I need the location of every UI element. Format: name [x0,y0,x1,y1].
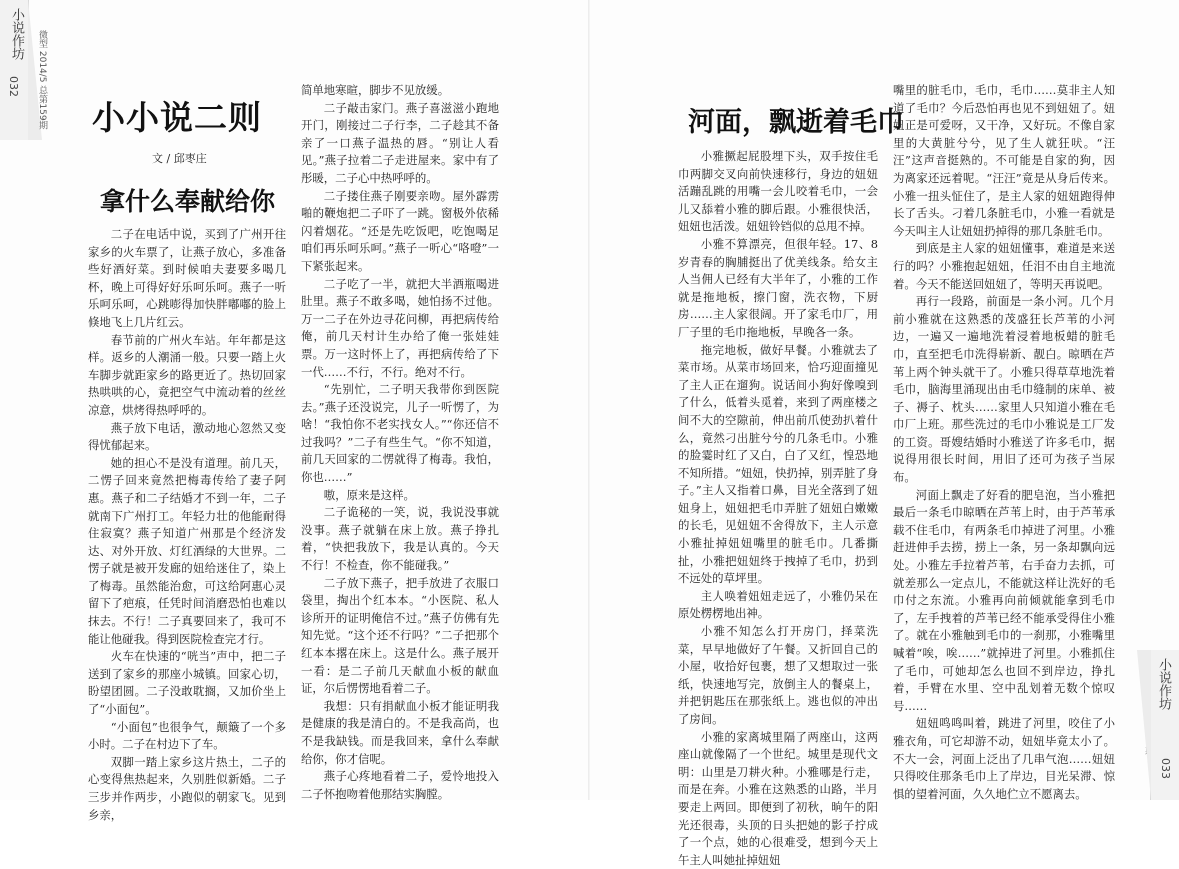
paragraph: 河面上飘走了好看的肥皂泡，当小雅把最后一条毛巾晾晒在芦苇上时，由于芦苇承载不住毛巾，有两条毛巾掉进了河里。小雅赶进伸手去捞，捞上一条，另一条却飘向远处。小雅左手拉着芦苇，右手奋力去抓，可就差那么一定点儿，不能就这样让洗好的毛巾付之东流。小雅再向前倾就能拿到毛巾了，左手拽着的芦苇已经不能承受得住小雅了。就在小雅触到毛巾的一刹那，小雅嘴里喊着“唉，唉……”就掉进了河里。小雅抓住了毛巾，可她却怎么也回不到岸边，挣扎着，手臂在水里、空中乱划着无数个惊叹号…… [893,487,1115,713]
story-subtitle: 拿什么奉献给你 [100,187,276,216]
paragraph: 双脚一踏上家乡这片热土，二子的心变得焦热起来，久别胜似新婚。二子三步并作两步，小跑似的朝家飞。见到乡亲， [88,754,286,822]
left-page [0,0,589,822]
paragraph: 拖完地板，做好早餐。小雅就去了菜市场。从菜市场回来，恰巧迎面撞见了主人正在遛狗。说话间小狗好像嗅到了什么，低着头觅着，来到了两座楼之间不大的空隙前，伸出前爪使劲扒着什么，竟然刁出脏兮兮的几条毛巾。小雅的脸霎时红了又白，白了又红，惶恐地不知所措。“妞妞，快扔掉，别弄脏了身子。”主人又指着口鼻，目光全落到了妞妞身上，妞妞把毛巾弄脏了妞妞白嫩嫩的长毛，见妞妞不舍得放下，主人示意小雅扯掉妞妞嘴里的脏毛巾。几番撕扯，小雅把妞妞终于拽掉了毛巾，扔到不远处的草坪里。 [678,342,878,586]
paragraph: 春节前的广州火车站。年年都是这样。返乡的人潮涌一般。只要一踏上火车脚步就距家乡的路更近了。热切回家热哄哄的心，竟把空气中流动着的丝丝凉意，烘烤得热呼呼的。 [88,332,286,417]
paragraph: 小雅不知怎么打开房门，择菜洗菜，早早地做好了午餐。又折回自己的小屋，收拾好包裹，想了又想取过一张纸，快速地写完，放倒主人的餐桌上，并把钥匙压在那张纸上。逃也似的冲出了房间。 [678,624,878,726]
paragraph: 再行一段路，前面是一条小河。几个月前小雅就在这熟悉的茂盛狂长芦苇的小河边，一遍又一遍地洗着浸着地板蜡的脏毛巾，直至把毛巾洗得崭新、靓白。晾晒在芦苇上两个钟头就干了。小雅只得草草地洗着毛巾，脑海里涌现出由毛巾缝制的床单、被子、褥子、枕头……家里人只知道小雅在毛巾厂上班。那些洗过的毛巾小雅说是工厂发的工资。哥嫂结婚时小雅送了许多毛巾，据说得用很长时间，用旧了还可为孩子当尿布。 [893,294,1115,485]
paragraph: 二子诡秘的一笑，说，我说没事就没事。燕子就躺在床上放。燕子挣扎着，“快把我放下，我是认真的。今天不行！不检查，你不能碰我。” [301,505,499,573]
left-main-title: 小小说二则 [92,98,262,137]
paragraph: 燕子放下电话，激动地心忽然又变得忧郁起来。 [88,420,286,453]
paragraph: 二子吃了一半，就把大半酒瓶喝进肚里。燕子不敢多喝，她怕扬不过他。万一二子在外边寻花问柳，再把病传给俺，前几天村计生办给了俺一张娃娃票。万一这时怀上了，再把病传给了下一代……不行，不行。绝对不行。 [301,276,499,379]
left-issue-info: 微型 2014/5 总第159期 [37,30,47,130]
left-column-2 [301,82,499,801]
paragraph: “先别忙，二子明天我带你到医院去。”燕子还没说完，儿子一听愣了，为啥！“我怕你不老实找女人。”“你还信不过我吗？”二子有些生气。“你不知道，前几天回家的二愣就得了梅毒。我怕，你也……” [301,382,499,485]
paragraph: 我想：只有捐献血小板才能证明我是健康的我是清白的。不是我高尚，也不是我缺钱。而是我回来，拿什么奉献给你，你才信呢。 [301,698,499,766]
paragraph: 嘴里的脏毛巾，毛巾，毛巾……莫非主人知道了毛巾？今后恐怕再也见不到妞妞了。妞妞正是可爱呀，又干净，又好玩。不像自家里的大黄脏兮兮，见了生人就狂吠。“汪汪”这声音挺熟的。不可能是自家的狗，因为离家还远着呢。“汪汪”竟是从身后传来。小雅一扭头怔住了，是主人家的妞妞跑得伸长了舌头。刁着几条脏毛巾，小雅一看就是今天叫主人让妞妞扔掉得的那几条脏毛巾。 [893,83,1115,238]
right-section-title: 小说作坊 [1156,658,1171,710]
paragraph: 她的担心不是没有道理。前几天，二愣子回来竟然把梅毒传给了妻子阿惠。燕子和二子结婚才不到一年，二子就南下广州打工。年轻力壮的他能耐得住寂寞？燕子知道广州那是个经济发达、对外开放、灯红酒绿的大世界。二愣子就是被开发廊的妞给迷住了，染上了梅毒。虽然能治愈，可这给阿惠心灵留下了疤痕，任凭时间消磨恐怕也难以抹去。不行！二子真要回来了，我可不能让他碰我。得到医院检查完才行。 [88,455,286,646]
right-page-number: 033 [1159,758,1172,779]
paragraph: 妞妞鸣鸣叫着，跳进了河里，咬住了小雅衣角，可它却游不动，妞妞毕竟太小了。不大一会，河面上泛出了几串气泡……妞妞只得咬住那条毛巾上了岸边，目光呆滞、惊惧的望着河面，久久地伫立不愿离去。 [893,716,1115,801]
paragraph: 二子敲击家门。燕子喜滋滋小跑地开门，刚接过二子行李，二子趁其不备亲了一口燕子温热的唇。“别让人看见。”燕子拉着二子走进屋来。家中有了彤暖，二子心中热呼呼的。 [301,100,499,185]
paragraph: 嗷，原来是这样。 [323,487,415,502]
paragraph: 小雅不算漂亮，但很年轻。17、8岁青春的胸脯挺出了优美线条。给女主人当佣人已经有大半年了，小雅的工作就是拖地板，擦门窗，洗衣物，下厨房……主人家很阔。开了家毛巾厂，用厂子里的毛巾拖地板，早晚各一条。 [678,236,878,339]
paragraph: 二子放下燕子，把手放进了衣服口袋里，掏出个红本本。“小医院、私人诊所开的证明俺信不过。”燕子仿佛有先知先觉。“这个还不行吗？”二子把那个红本本撂在床上。这是什么。燕子展开一看：是二子前几天献血小板的献血证，尔后愣愣地看着二子。 [301,575,499,696]
paragraph: 小雅的家离城里隔了两座山，这两座山就像隔了一个世纪。城里是现代文明：山里是刀耕火种。小雅哪是行走，而是在奔。小雅在这熟悉的山路，半月要走上两回。即便到了初秋，晌午的阳光还很毒，头顶的日头把她的影子拧成了一个点，她的心很难受，想到今天上午主人叫她扯掉妞妞 [678,729,878,867]
left-section-tab [0,0,29,140]
paragraph: 小雅撅起屁股埋下头，双手按住毛巾两脚交叉向前快速移行，身边的妞妞活蹦乱跳的用嘴一会儿咬着毛巾，一会儿又舔着小雅的脚后跟。小雅很快活，妞妞也活泼。妞妞铃铛似的总甩不掉。 [678,149,878,234]
right-story-title: 河面，飘逝着毛巾 [688,107,904,138]
left-section-title: 小说作坊 [9,8,24,60]
paragraph: 主人唤着妞妞走远了，小雅仍呆在原处楞楞地出神。 [678,588,878,621]
paragraph: 简单地寒暄，脚步不见放缓。 [301,83,450,97]
right-column-1 [678,148,878,867]
paragraph: “小面包”也很争气，颠簸了一个多小时。二子在村边下了车。 [88,719,286,752]
paragraph: 到底是主人家的妞妞懂事，难道是来送行的吗？小雅抱起妞妞，任泪不由自主地流着。今天不能送回妞妞了，等明天再说吧。 [893,241,1115,291]
paragraph: 二子在电话中说，买到了广州开往家乡的火车票了，让燕子放心，多准备些好酒好菜。到时候咱夫妻要多喝几杯，晚上可得好好乐呵乐呵。燕子一听乐呵乐呵，心跳嘭得加快胖嘟嘟的脸上倏地飞上几片红云。 [88,227,286,329]
left-page-number: 032 [7,76,20,97]
author-byline: 文 / 邱枣庄 [152,152,207,165]
right-section-tab [1150,650,1179,800]
right-column-2 [893,82,1115,801]
paragraph: 二子搂住燕子刚要亲吻。屋外霹雳啪的鞭炮把二子吓了一跳。窗极外依稀闪着烟花。“还是先吃饭吧，吃饱喝足咱们再乐呵乐呵。”燕子一听心“咯噔”一下紧张起来。 [301,188,499,273]
paragraph: 火车在快速的“咣当”声中，把二子送到了家乡的那座小城镇。回家心切，盼望团圆。二子没敢耽搁，又加价坐上了“小面包”。 [88,649,286,717]
left-column-1 [88,226,286,822]
paragraph: 燕子心疼地看着二子，爱怜地投入二子怀抱吻着他那结实胸膛。 [301,769,499,801]
